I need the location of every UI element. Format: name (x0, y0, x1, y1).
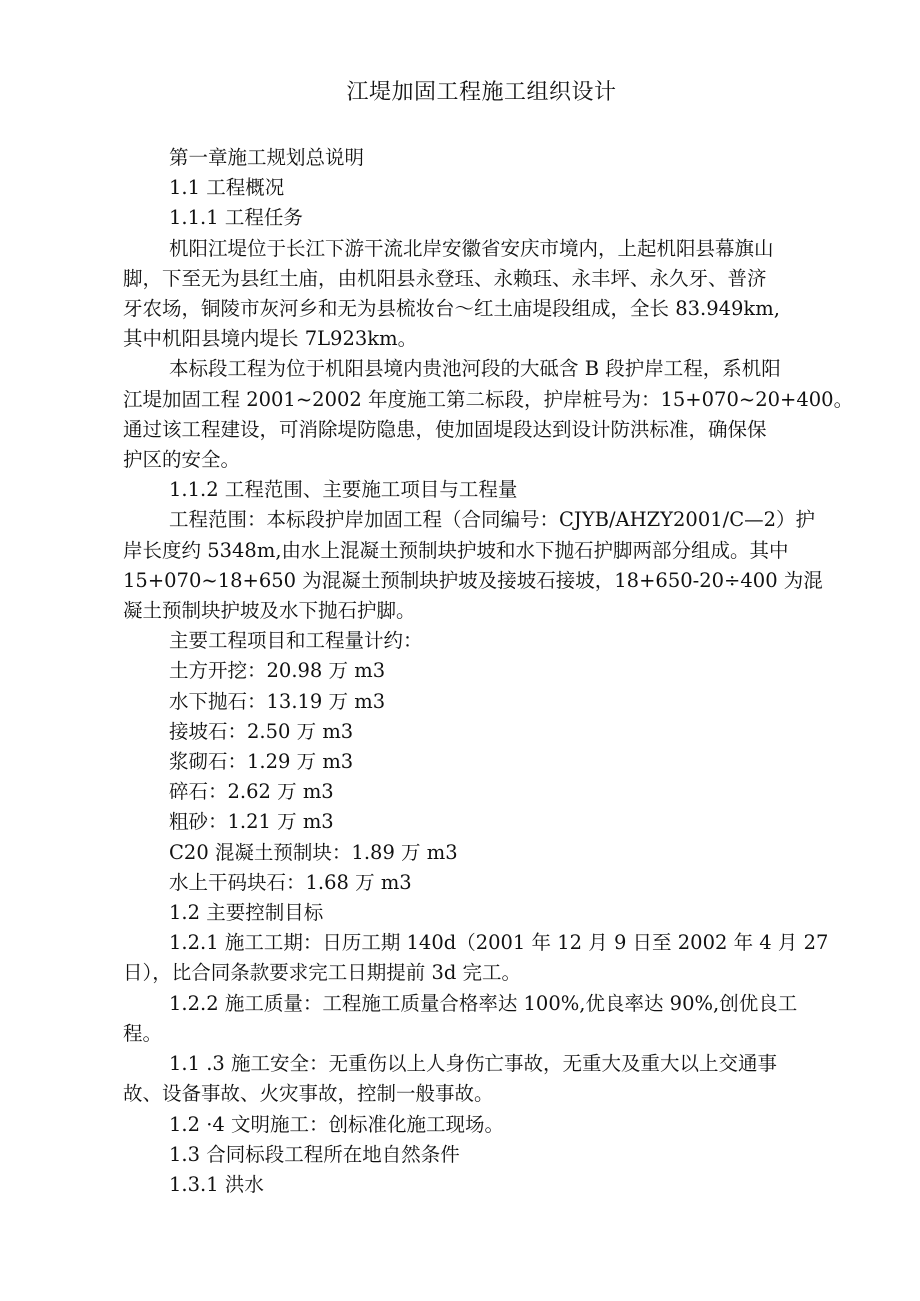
section-heading-1-2: 1.2 主要控制目标 (169, 901, 324, 925)
paragraph-line: 通过该工程建设，可消除堤防隐患，使加固堤段达到设计防洪标准，确保保 (123, 417, 767, 441)
section-heading-1-3-1: 1.3.1 洪水 (169, 1172, 264, 1196)
paragraph-line: 工程范围：本标段护岸加固工程（合同编号：CJYB/AHZY2001/C—2）护 (169, 508, 816, 532)
paragraph-engineering-scope (123, 505, 853, 626)
paragraph-quality-target (123, 989, 853, 1049)
quantity-item: 接坡石：2.50 万 m3 (169, 719, 354, 743)
section-heading-1-1-2: 1.1.2 工程范围、主要施工项目与工程量 (169, 478, 518, 502)
paragraph-line: 1.1 .3 施工安全：无重伤以上人身伤亡事故，无重大及重大以上交通事 (169, 1052, 778, 1076)
document-title: 江堤加固工程施工组织设计 (346, 80, 617, 105)
paragraph-line: 护区的安全。 (123, 448, 241, 472)
quantity-item: 粗砂：1.21 万 m3 (169, 810, 334, 834)
paragraph-line: 故、设备事故、火灾事故，控制一般事故。 (123, 1082, 494, 1106)
quantity-item: 土方开挖：20.98 万 m3 (169, 659, 386, 683)
quantity-item: 浆砌石：1.29 万 m3 (169, 750, 354, 774)
paragraph-line: 1.2.1 施工工期：日历工期 140d（2001 年 12 月 9 日至 2002 年 4 月 27 (169, 931, 829, 955)
chapter-heading: 第一章施工规划总说明 (169, 146, 365, 169)
document-body (123, 143, 853, 1200)
paragraph-schedule-target (123, 928, 853, 988)
paragraph-line: 机阳江堤位于长江下游干流北岸安徽省安庆市境内，上起机阳县幕旗山 (169, 236, 774, 260)
quantity-item: C20 混凝土预制块：1.89 万 m3 (169, 840, 458, 864)
paragraph-line: 日），比合同条款要求完工日期提前 3d 完工。 (123, 961, 522, 985)
paragraph-line: 15+070~18+650 为混凝土预制块护坡及接坡石接坡，18+650-20÷400 为混 (123, 568, 823, 592)
paragraph-line: 江堤加固工程 2001~2002 年度施工第二标段，护岸桩号为：15+070~20+400。 (123, 387, 854, 411)
quantity-item: 碎石：2.62 万 m3 (169, 780, 334, 804)
paragraph-line: 其中机阳县境内堤长 7L923km。 (123, 327, 418, 351)
paragraph-project-task (123, 234, 853, 355)
section-heading-1-3: 1.3 合同标段工程所在地自然条件 (169, 1142, 460, 1166)
civilized-construction-item: 1.2 ·4 文明施工：创标准化施工现场。 (169, 1112, 505, 1136)
quantities-intro: 主要工程项目和工程量计约： (169, 629, 423, 653)
paragraph-line: 脚，下至无为县红土庙，由机阳县永登珏、永赖珏、永丰坪、永久牙、普济 (123, 266, 767, 290)
quantity-item: 水上干码块石：1.68 万 m3 (169, 870, 412, 894)
quantities-list (123, 656, 853, 898)
paragraph-line: 岸长度约 5348m,由水上混凝土预制块护坡和水下抛石护脚两部分组成。其中 (123, 538, 789, 562)
paragraph-line: 本标段工程为位于机阳县境内贵池河段的大砥含 B 段护岸工程，系机阳 (169, 357, 781, 381)
quantity-item: 水下抛石：13.19 万 m3 (169, 689, 386, 713)
paragraph-section-scope (123, 354, 853, 475)
section-heading-1-1: 1.1 工程概况 (169, 176, 285, 200)
paragraph-line: 程。 (123, 1021, 163, 1045)
paragraph-line: 1.2.2 施工质量：工程施工质量合格率达 100%,优良率达 90%,创优良工 (169, 991, 798, 1015)
paragraph-line: 牙农场，铜陵市灰河乡和无为县梳妆台～红土庙堤段组成，全长 83.949km, (123, 297, 780, 321)
paragraph-line: 凝土预制块护坡及水下抛石护脚。 (123, 599, 416, 623)
section-heading-1-1-1: 1.1.1 工程任务 (169, 206, 303, 230)
paragraph-safety-target (123, 1049, 853, 1109)
